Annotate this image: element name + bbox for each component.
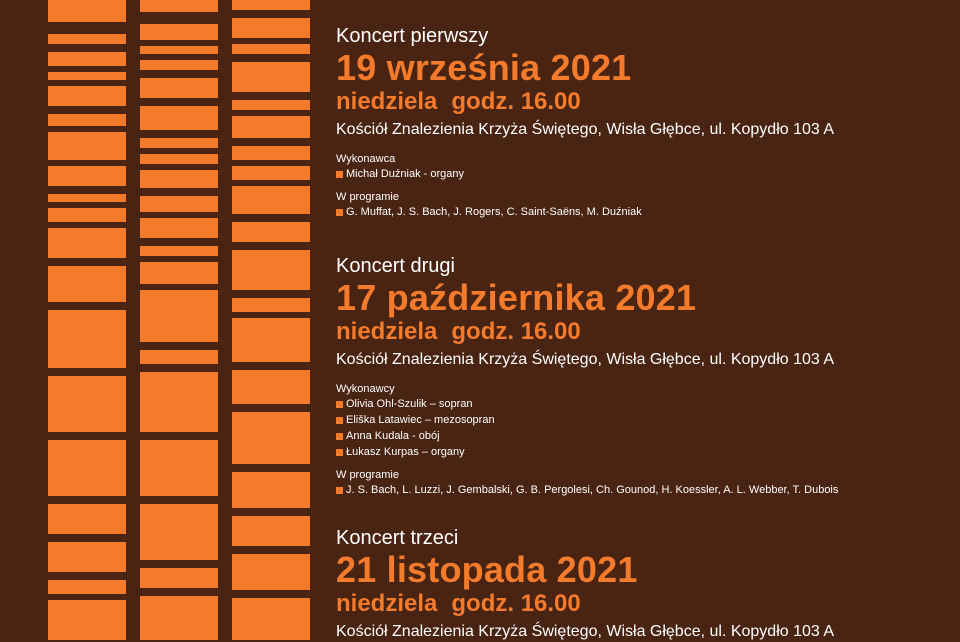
program-item	[336, 483, 956, 498]
pattern-column-2	[140, 0, 218, 640]
performers-label: Wykonawca	[336, 153, 396, 165]
concert-day-time	[336, 318, 956, 346]
performer-item	[336, 429, 956, 444]
pattern-block	[140, 568, 218, 588]
program-label: W programie	[336, 469, 399, 481]
program-label: W programie	[336, 191, 399, 203]
concert-label: Koncert pierwszy	[336, 25, 489, 47]
concert-date: 17 października 2021	[336, 277, 697, 318]
pattern-block	[140, 138, 218, 148]
pattern-block	[232, 554, 310, 590]
concert-day-time	[336, 88, 956, 116]
bullet-square-icon	[336, 401, 343, 408]
concert-label: Koncert drugi	[336, 255, 455, 277]
concert-label: Koncert trzeci	[336, 527, 459, 549]
pattern-block	[48, 166, 126, 186]
performer-item	[336, 167, 956, 182]
concert-time: godz. 16.00	[451, 318, 581, 345]
concert-date: 21 listopada 2021	[336, 549, 638, 590]
pattern-block	[48, 504, 126, 534]
pattern-block	[140, 170, 218, 188]
pattern-block	[48, 542, 126, 572]
pattern-block	[140, 196, 218, 212]
pattern-block	[140, 262, 218, 284]
performer-name: Łukasz Kurpas – organy	[346, 446, 465, 458]
program-composers: G. Muffat, J. S. Bach, J. Rogers, C. Saint-Saëns, M. Duźniak	[346, 206, 642, 218]
bullet-square-icon	[336, 449, 343, 456]
pattern-block	[232, 472, 310, 508]
concert-day-time	[336, 590, 956, 618]
bullet-square-icon	[336, 433, 343, 440]
pattern-block	[48, 132, 126, 160]
pattern-block	[48, 0, 126, 22]
decorative-pattern	[0, 0, 320, 640]
pattern-block	[140, 46, 218, 54]
performer-name: Anna Kudala - obój	[346, 430, 440, 442]
concert-date: 19 września 2021	[336, 47, 632, 88]
pattern-block	[232, 412, 310, 464]
bullet-square-icon	[336, 209, 343, 216]
bullet-square-icon	[336, 171, 343, 178]
performer-item	[336, 397, 956, 412]
pattern-block	[48, 194, 126, 202]
pattern-block	[140, 440, 218, 496]
pattern-block	[232, 146, 310, 160]
pattern-block	[232, 100, 310, 110]
pattern-block	[140, 246, 218, 256]
concert-3	[336, 526, 956, 642]
pattern-block	[232, 250, 310, 290]
pattern-block	[48, 266, 126, 302]
pattern-block	[48, 600, 126, 640]
pattern-block	[48, 310, 126, 368]
pattern-block	[140, 350, 218, 364]
performer-item	[336, 445, 956, 460]
pattern-block	[48, 34, 126, 44]
concert-venue: Kościół Znalezienia Krzyża Świętego, Wisła Głębce, ul. Kopydło 103 A	[336, 351, 835, 368]
performers-label: Wykonawcy	[336, 383, 395, 395]
performer-name: Eliška Latawiec – mezosopran	[346, 414, 495, 426]
pattern-block	[232, 516, 310, 546]
concert-day: niedziela	[336, 318, 438, 345]
pattern-block	[232, 598, 310, 640]
pattern-block	[140, 218, 218, 238]
pattern-block	[140, 596, 218, 640]
bullet-square-icon	[336, 487, 343, 494]
concert-2	[336, 254, 956, 498]
pattern-block	[48, 52, 126, 66]
pattern-block	[232, 318, 310, 362]
pattern-block	[140, 0, 218, 12]
pattern-block	[140, 60, 218, 70]
concert-day: niedziela	[336, 88, 438, 115]
concert-list	[336, 0, 956, 640]
pattern-block	[232, 166, 310, 180]
pattern-block	[48, 376, 126, 432]
pattern-block	[48, 440, 126, 496]
pattern-block	[232, 18, 310, 38]
program-item	[336, 205, 956, 220]
pattern-block	[232, 298, 310, 312]
pattern-block	[140, 24, 218, 40]
pattern-block	[140, 154, 218, 164]
pattern-block	[232, 0, 310, 10]
pattern-block	[140, 78, 218, 98]
pattern-block	[232, 186, 310, 214]
concert-venue: Kościół Znalezienia Krzyża Świętego, Wisła Głębce, ul. Kopydło 103 A	[336, 623, 835, 640]
pattern-block	[48, 114, 126, 126]
pattern-block	[48, 86, 126, 106]
pattern-block	[48, 72, 126, 80]
pattern-block	[232, 116, 310, 138]
performer-item	[336, 413, 956, 428]
concert-time: godz. 16.00	[451, 590, 581, 617]
pattern-block	[48, 228, 126, 258]
performer-name: Michał Duźniak - organy	[346, 168, 464, 180]
pattern-block	[140, 290, 218, 342]
concert-venue: Kościół Znalezienia Krzyża Świętego, Wisła Głębce, ul. Kopydło 103 A	[336, 121, 835, 138]
concert-day: niedziela	[336, 590, 438, 617]
pattern-column-3	[232, 0, 310, 640]
concert-time: godz. 16.00	[451, 88, 581, 115]
pattern-block	[232, 222, 310, 242]
pattern-column-1	[48, 0, 126, 640]
concert-1	[336, 24, 956, 220]
pattern-block	[140, 372, 218, 432]
pattern-block	[140, 106, 218, 130]
pattern-block	[232, 44, 310, 54]
pattern-block	[48, 208, 126, 222]
pattern-block	[140, 504, 218, 560]
program-composers: J. S. Bach, L. Luzzi, J. Gembalski, G. B. Pergolesi, Ch. Gounod, H. Koessler, A. L. Webber, T. Dubois	[346, 484, 839, 496]
bullet-square-icon	[336, 417, 343, 424]
pattern-block	[232, 62, 310, 92]
performer-name: Olivia Ohl-Szulik – sopran	[346, 398, 473, 410]
pattern-block	[232, 370, 310, 404]
pattern-block	[48, 580, 126, 594]
